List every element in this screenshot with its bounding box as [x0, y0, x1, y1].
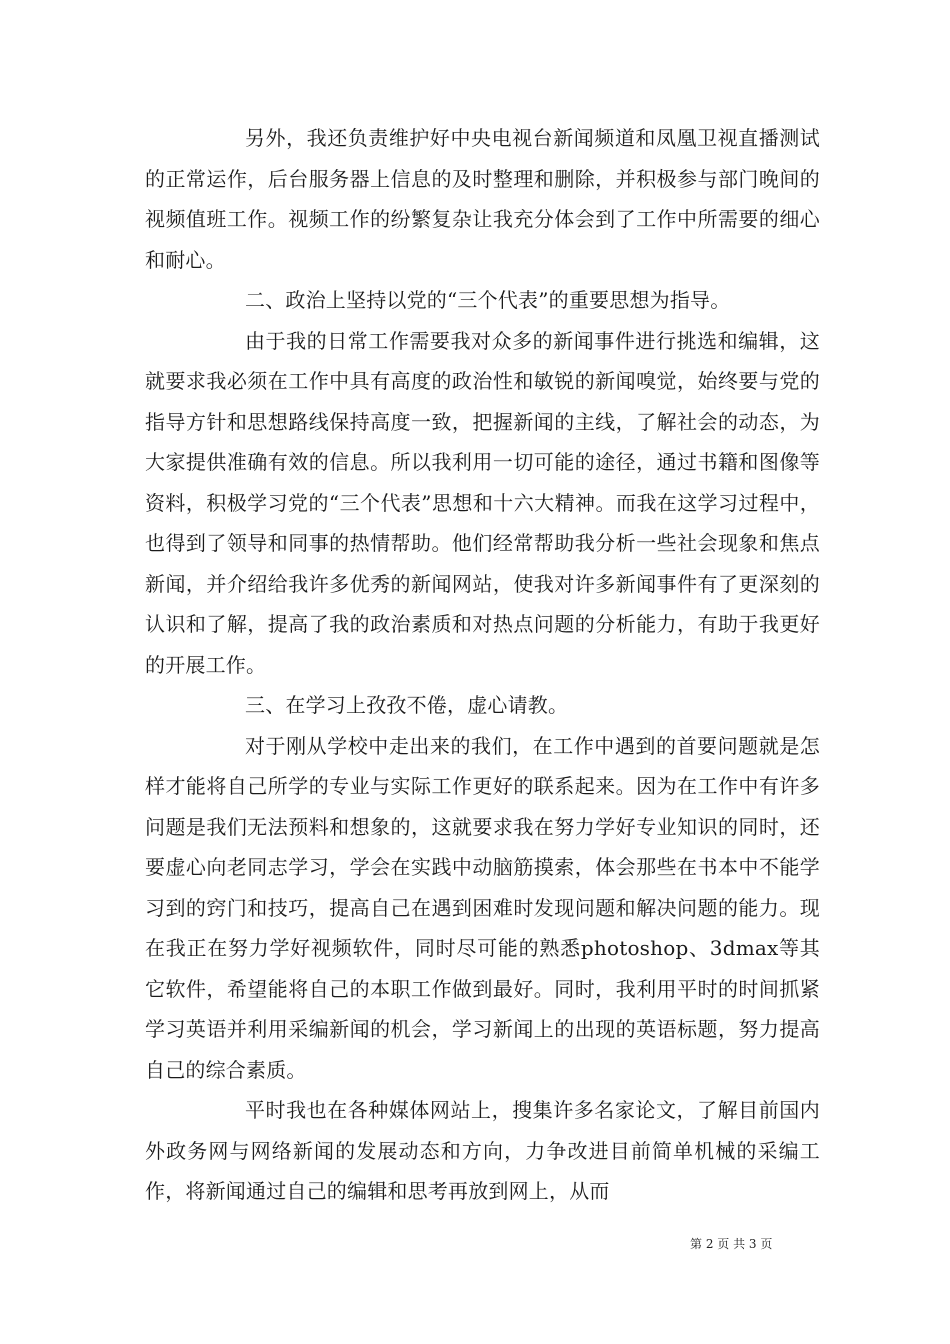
paragraph-media-research: 平时我也在各种媒体网站上，搜集许多名家论文，了解目前国内外政务网与网络新闻的发展动态和方向，力争改进目前简单机械的采编工作，将新闻通过自己的编辑和思考再放到网上，从而 — [145, 1098, 820, 1203]
page-number-footer: 第 2 页 共 3 页 — [690, 1237, 773, 1251]
paragraph-politics: 由于我的日常工作需要我对众多的新闻事件进行挑选和编辑，这就要求我必须在工作中具有高度的政治性和敏锐的新闻嗅觉，始终要与党的指导方针和思想路线保持高度一致，把握新闻的主线，了解社会的动态，为大家提供准确有效的信息。所以我利用一切可能的途径，通过书籍和图像等资料，积极学习党的“三个代表”思想和十六大精神。而我在这学习过程中，也得到了领导和同事的热情帮助。他们经常帮助我分析一些社会现象和焦点新闻，并介绍给我许多优秀的新闻网站，使我对许多新闻事件有了更深刻的认识和了解，提高了我的政治素质和对热点问题的分析能力，有助于我更好的开展工作。 — [145, 328, 820, 677]
section-heading-politics: 二、政治上坚持以党的“三个代表”的重要思想为指导。 — [245, 288, 731, 312]
document-body — [145, 118, 820, 1212]
section-heading-study: 三、在学习上孜孜不倦，虚心请教。 — [245, 693, 569, 717]
paragraph-video-duty: 另外，我还负责维护好中央电视台新闻频道和凤凰卫视直播测试的正常运作，后台服务器上信息的及时整理和删除，并积极参与部门晚间的视频值班工作。视频工作的纷繁复杂让我充分体会到了工作中所需要的细心和耐心。 — [145, 126, 820, 272]
paragraph-study: 对于刚从学校中走出来的我们，在工作中遇到的首要问题就是怎样才能将自己所学的专业与实际工作更好的联系起来。因为在工作中有许多问题是我们无法预料和想象的，这就要求我在努力学好专业知识的同时，还要虚心向老同志学习，学会在实践中动脑筋摸索，体会那些在书本中不能学习到的窍门和技巧，提高自己在遇到困难时发现问题和解决问题的能力。现在我正在努力学好视频软件，同时尽可能的熟悉photoshop、3dmax等其它软件，希望能将自己的本职工作做到最好。同时，我利用平时的时间抓紧学习英语并利用采编新闻的机会，学习新闻上的出现的英语标题，努力提高自己的综合素质。 — [145, 733, 820, 1082]
